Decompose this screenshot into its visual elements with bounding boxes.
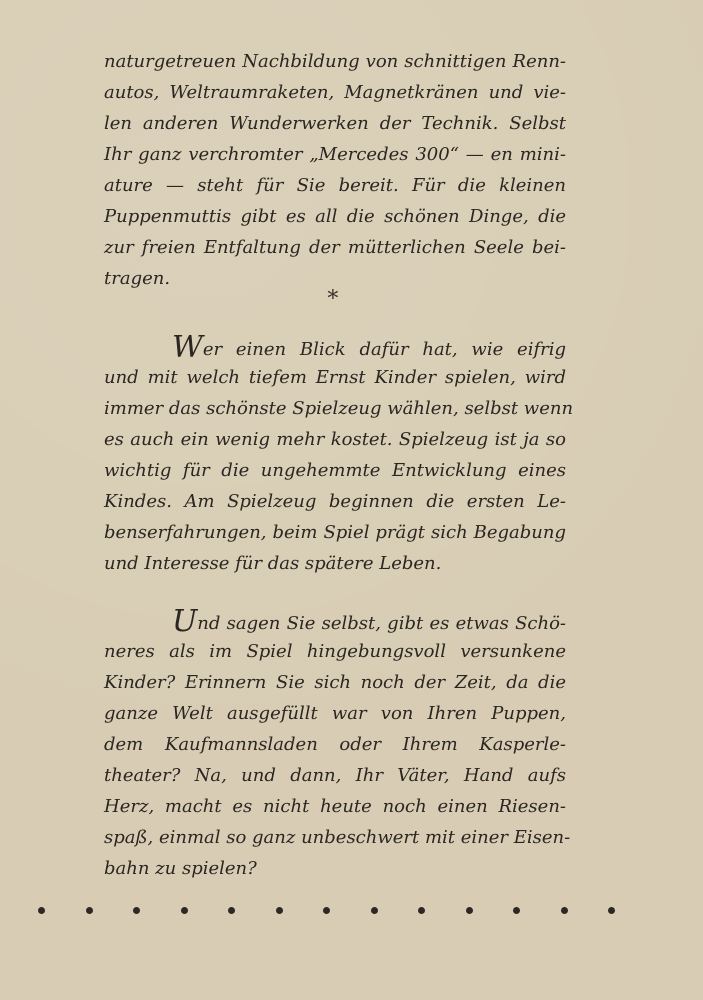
text-line: Puppenmuttis gibt es all die schönen Dinge, die bbox=[104, 206, 566, 227]
text-line: immer das schönste Spielzeug wählen, selbst wenn bbox=[104, 398, 574, 419]
text-line: dem Kaufmannsladen oder Ihrem Kasperle- bbox=[104, 734, 566, 755]
decorative-dot bbox=[323, 907, 330, 914]
decorative-dot bbox=[133, 907, 140, 914]
text-line: Herz, macht es nicht heute noch einen Riesen- bbox=[104, 796, 566, 817]
text-line: zur freien Entfaltung der mütterlichen Seele bei- bbox=[104, 237, 566, 258]
decorative-dot bbox=[371, 907, 378, 914]
decorative-dot bbox=[466, 907, 473, 914]
decorative-dot bbox=[418, 907, 425, 914]
text-line: Ihr ganz verchromter „Mercedes 300“ — en mini- bbox=[104, 144, 566, 165]
decorative-dot bbox=[228, 907, 235, 914]
text-line: bahn zu spielen? bbox=[104, 858, 257, 879]
drop-cap: W bbox=[172, 330, 203, 365]
text-line: ature — steht für Sie bereit. Für die kleinen bbox=[104, 175, 566, 196]
text-line: es auch ein wenig mehr kostet. Spielzeug ist ja so bbox=[104, 429, 566, 450]
decorative-dot bbox=[608, 907, 615, 914]
decorative-dot bbox=[181, 907, 188, 914]
text-line: Kinder? Erinnern Sie sich noch der Zeit, da die bbox=[104, 672, 566, 693]
text-line: und mit welch tiefem Ernst Kinder spielen, wird bbox=[104, 367, 566, 388]
text-line: Kindes. Am Spielzeug beginnen die ersten Le- bbox=[104, 491, 566, 512]
text-line: neres als im Spiel hingebungsvoll versunkene bbox=[104, 641, 566, 662]
decorative-dot bbox=[513, 907, 520, 914]
decorative-dot bbox=[38, 907, 45, 914]
asterisk-separator: ∗ bbox=[325, 282, 341, 307]
text-line: autos, Weltraumraketen, Magnetkränen und vie- bbox=[104, 82, 566, 103]
drop-cap: U bbox=[172, 604, 198, 639]
text-line: benserfahrungen, beim Spiel prägt sich Begabung bbox=[104, 522, 566, 543]
text-line: und Interesse für das spätere Leben. bbox=[104, 553, 442, 574]
decorative-dot bbox=[276, 907, 283, 914]
text-line: theater? Na, und dann, Ihr Väter, Hand aufs bbox=[104, 765, 566, 786]
text-line: tragen. bbox=[104, 268, 171, 289]
decorative-dot bbox=[86, 907, 93, 914]
text-line: naturgetreuen Nachbildung von schnittigen Renn- bbox=[104, 51, 566, 72]
text-line: wichtig für die ungehemmte Entwicklung eines bbox=[104, 460, 566, 481]
decorative-dot bbox=[561, 907, 568, 914]
text-line: spaß, einmal so ganz unbeschwert mit einer Eisen- bbox=[104, 827, 571, 848]
first-line-text: nd sagen Sie selbst, gibt es etwas Schö- bbox=[197, 613, 566, 634]
text-line: ganze Welt ausgefüllt war von Ihren Puppen, bbox=[104, 703, 566, 724]
first-line-text: er einen Blick dafür hat, wie eifrig bbox=[202, 339, 566, 360]
text-line: len anderen Wunderwerken der Technik. Selbst bbox=[104, 113, 566, 134]
